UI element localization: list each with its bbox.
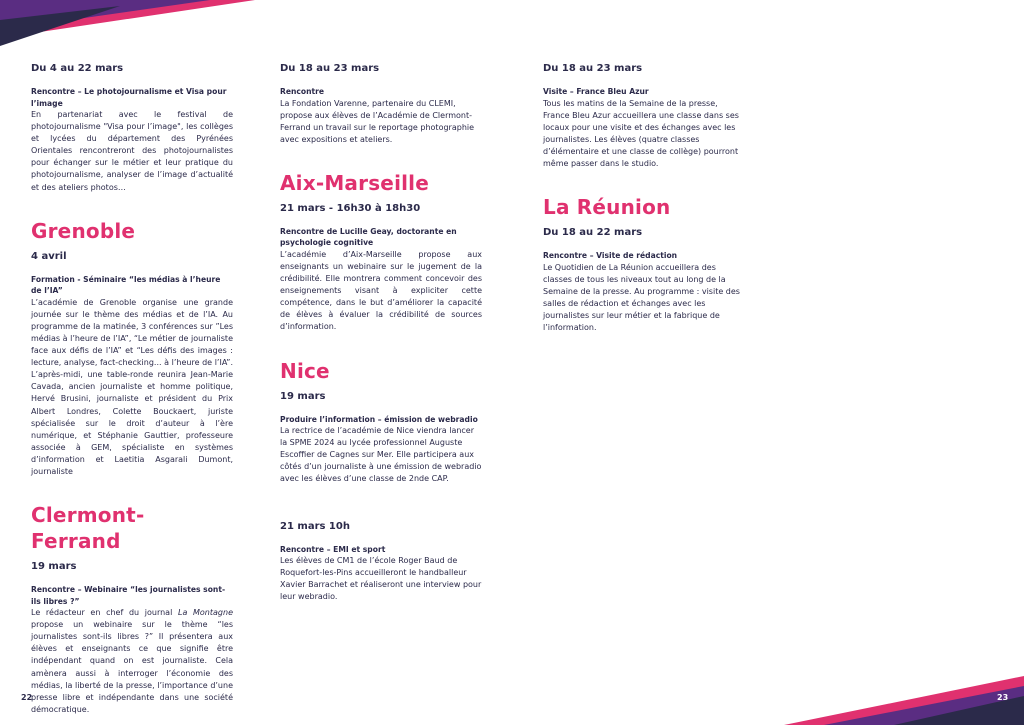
section-aix-marseille [280, 170, 482, 334]
event-fondation-varenne [280, 62, 482, 146]
bottom-right-banner-decoration [784, 676, 1024, 725]
city-heading-la-reunion: La Réunion [543, 195, 671, 220]
section-nice [280, 358, 482, 486]
city-heading-grenoble: Grenoble [31, 218, 136, 243]
event-description: La Fondation Varenne, partenaire du CLEMI, propose aux élèves de l’Académie de Clermont-Ferrand un travail sur le reportage photographie avec expositions et ateliers. [280, 98, 475, 144]
page-number-right: 23 [997, 693, 1009, 702]
event-date: 19 mars [280, 390, 326, 402]
event-date: 21 mars - 16h30 à 18h30 [280, 202, 421, 214]
event-date: Du 4 au 22 mars [31, 63, 124, 74]
event-description: Les élèves de CM1 de l’école Roger Baud de Roquefort-les-Pins accueilleront le handballeur Xavier Barrachet et réaliseront une interview pour leur webradio. [280, 556, 482, 602]
event-description: En partenariat avec le festival de photojournalisme "Visa pour l’image", les collèges et lycées du département des Pyrénées Orientales rencontreront des photojournalistes pour échanger sur le métier et leur pratique du photojournalisme, analyser de l’image d’actualité et des ateliers photos… [31, 110, 233, 192]
event-date: 19 mars [31, 561, 77, 573]
event-description: La rectrice de l’académie de Nice viendra lancer la SPME 2024 au lycée professionnel Auguste Escoffier de Cagnes sur Mer. Elle participera aux côtés d’un journaliste à une émission de webradio avec les élèves d’une classe de 2nde CAP. [280, 426, 482, 484]
city-heading-aix-marseille: Aix-Marseille [280, 170, 429, 195]
event-description: L’académie de Grenoble organise une grande journée sur le thème des médias et de l’IA. Au programme de la matinée, 3 conférences sur ”Les médias à l’heure de l’IA”, “Le métier de journaliste face aux défis de l’IA” et “Les défis des images : lecture, analyse, fact-checking... à l’heure de l’IA”. L’après-midi, une table-ronde reunira Jean-Marie Cavada, ancien journaliste et homme politique, Hervé Brusini, journaliste et président du Prix Albert Londres, Colette Bouckaert, juriste spécialisée sur le droit d’auteur à l’ère numérique, et Stéphanie Gauttier, professeure associée à GEM, spécialiste en systèmes d’information et Laetitia Asgarali Dumont, journaliste [31, 297, 233, 476]
left-column [31, 62, 233, 716]
event-emi-et-sport [280, 520, 482, 604]
description-text-start: Le rédacteur en chef du journal [31, 608, 178, 618]
event-type: Rencontre – Webinaire “les journalistes sont-ils libres ?” [31, 585, 226, 606]
event-description: Le Quotidien de La Réunion accueillera des classes de tous les niveaux tout au long de la Semaine de la presse. Au programme : visite des salles de rédaction et échanges avec les journalistes sur leur métier et la fabrique de l’information. [543, 262, 740, 333]
city-heading-nice: Nice [280, 358, 330, 383]
city-heading-clermont-ferrand: Clermont-Ferrand [31, 503, 145, 554]
event-description [31, 607, 233, 716]
event-date: 21 mars 10h [280, 520, 350, 532]
section-clermont-ferrand [31, 502, 233, 716]
event-type: Rencontre – Visite de rédaction [543, 251, 678, 261]
newspaper-title: La Montagne [177, 608, 233, 618]
event-france-bleu-azur [543, 62, 745, 170]
event-type: Rencontre – Le photojournalisme et Visa pour l’image [31, 87, 227, 108]
section-la-reunion [543, 194, 745, 334]
event-type: Rencontre de Lucille Geay, doctorante en psychologie cognitive [280, 226, 457, 248]
event-date: Du 18 au 23 mars [280, 63, 380, 74]
event-visa-pour-l-image [31, 62, 233, 194]
event-type: Formation - Séminaire “les médias à l’heure de l’IA” [31, 274, 221, 296]
event-date: Du 18 au 22 mars [543, 227, 643, 239]
event-description: L’académie d’Aix-Marseille propose aux enseignants un webinaire sur le jugement de la crédibilité. Elle montrera comment concevoir des enseignements visant à expliciter cette compétence, dans le but d’améliorer la capacité de élèves à évaluer la crédibilité de sources d’information. [280, 249, 482, 332]
event-type: Produire l’information – émission de webradio [280, 414, 478, 424]
top-left-banner-decoration [0, 0, 260, 50]
section-grenoble [31, 218, 233, 478]
page-number-left: 22 [21, 693, 33, 702]
event-date: 4 avril [31, 250, 67, 262]
event-description: Tous les matins de la Semaine de la presse, France Bleu Azur accueillera une classe dans ses locaux pour une visite et des échanges avec les journalistes. Les élèves (quatre classes d’élémentaire et une classe de collège) pourront même passer dans le studio. [543, 98, 739, 168]
event-type: Rencontre [280, 87, 325, 96]
middle-column [280, 62, 482, 603]
event-type: Visite – France Bleu Azur [543, 87, 649, 96]
event-date: Du 18 au 23 mars [543, 63, 643, 74]
right-column [543, 62, 745, 334]
event-type: Rencontre – EMI et sport [280, 544, 386, 554]
description-text-end: propose un webinaire sur le thème “les journalistes sont-ils libres ?” Il présentera aux élèves et enseignants ce que signifie être indépendant quand on est journaliste. Cela amènera aussi à interroger l’économie des médias, la liberté de la presse, l’importance d’une presse libre et indépendante dans une société démocratique. [31, 620, 233, 714]
